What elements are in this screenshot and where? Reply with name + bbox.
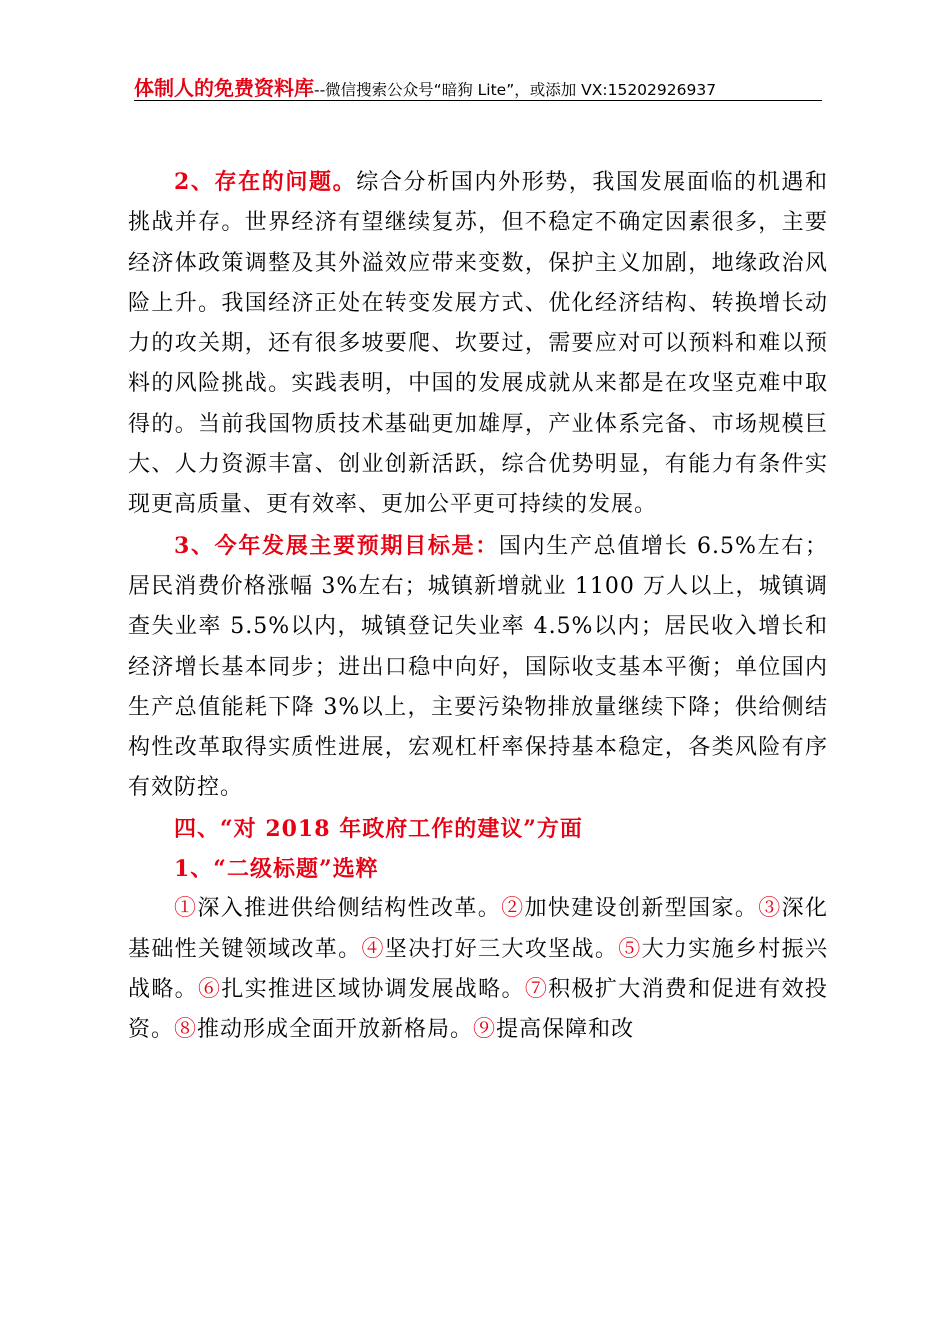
item-mark: ⑨ (473, 1017, 497, 1043)
page-header (134, 72, 822, 101)
section-title-targets: 3、今年发展主要预期目标是： (174, 532, 499, 559)
item-text: 加快建设创新型国家。 (524, 896, 759, 922)
item-mark: ① (174, 896, 198, 922)
item-text: 提高保障和改 (496, 1017, 635, 1043)
paragraph-items (128, 889, 828, 1050)
paragraph-targets (128, 526, 828, 809)
item-text: 深入推进供给侧结构性改革。 (197, 896, 502, 922)
section-body-targets: 国内生产总值增长 6.5%左右；居民消费价格涨幅 3%左右；城镇新增就业 1100 万人以上，城镇调查失业率 5.5%以内，城镇登记失业率 4.5%以内；居民收入增长和经济增长基本同步；进出口稳中向好，国际收支基本平衡；单位国内生产总值能耗下降 3%以上，主要污染物排放量继续下降；供给侧结构性改革取得实质性进展，宏观杠杆率保持基本稳定，各类风险有序有效防控。 (128, 533, 829, 801)
item-mark: ⑥ (198, 976, 222, 1002)
item-mark: ⑧ (174, 1017, 198, 1043)
item-text: 大力实施乡村振兴战略。 (128, 936, 828, 1002)
item-mark: ② (501, 896, 525, 922)
item-text: 推动形成全面开放新格局。 (197, 1017, 474, 1043)
header-brand: 体制人的免费资料库 (134, 76, 314, 100)
section-title-problems: 2、存在的问题。 (174, 169, 357, 195)
section-heading-4: 四、“对 2018 年政府工作的建议”方面 (174, 815, 583, 842)
subheading-1: 1、“二级标题”选粹 (174, 856, 379, 883)
item-text: 积极扩大消费和促进有效投资。 (128, 976, 828, 1043)
item-mark: ④ (361, 936, 385, 962)
header-contact: --微信搜索公众号“暗狗 Lite”，或添加 VX:15202926937 (314, 81, 717, 99)
item-text: 扎实推进区域协调发展战略。 (221, 976, 525, 1002)
item-mark: ⑦ (524, 976, 549, 1002)
document-body (128, 162, 828, 1051)
item-mark: ⑤ (618, 936, 642, 962)
item-text: 深化基础性关键领域改革。 (128, 896, 828, 962)
item-text: 坚决打好三大攻坚战。 (384, 936, 619, 962)
paragraph-problems (128, 162, 828, 526)
item-mark: ③ (758, 896, 782, 922)
section-body-problems: 综合分析国内外形势，我国发展面临的机遇和挑战并存。世界经济有望继续复苏，但不稳定不确定因素很多，主要经济体政策调整及其外溢效应带来变数，保护主义加剧，地缘政治风险上升。我国经济正处在转变发展方式、优化经济结构、转换增长动力的攻关期，还有很多坡要爬、坎要过，需要应对可以预料和难以预料的风险挑战。实践表明，中国的发展成就从来都是在攻坚克难中取得的。当前我国物质技术基础更加雄厚，产业体系完备、市场规模巨大、人力资源丰富、创业创新活跃，综合优势明显，有能力有条件实现更高质量、更有效率、更加公平更可持续的发展。 (128, 170, 828, 518)
